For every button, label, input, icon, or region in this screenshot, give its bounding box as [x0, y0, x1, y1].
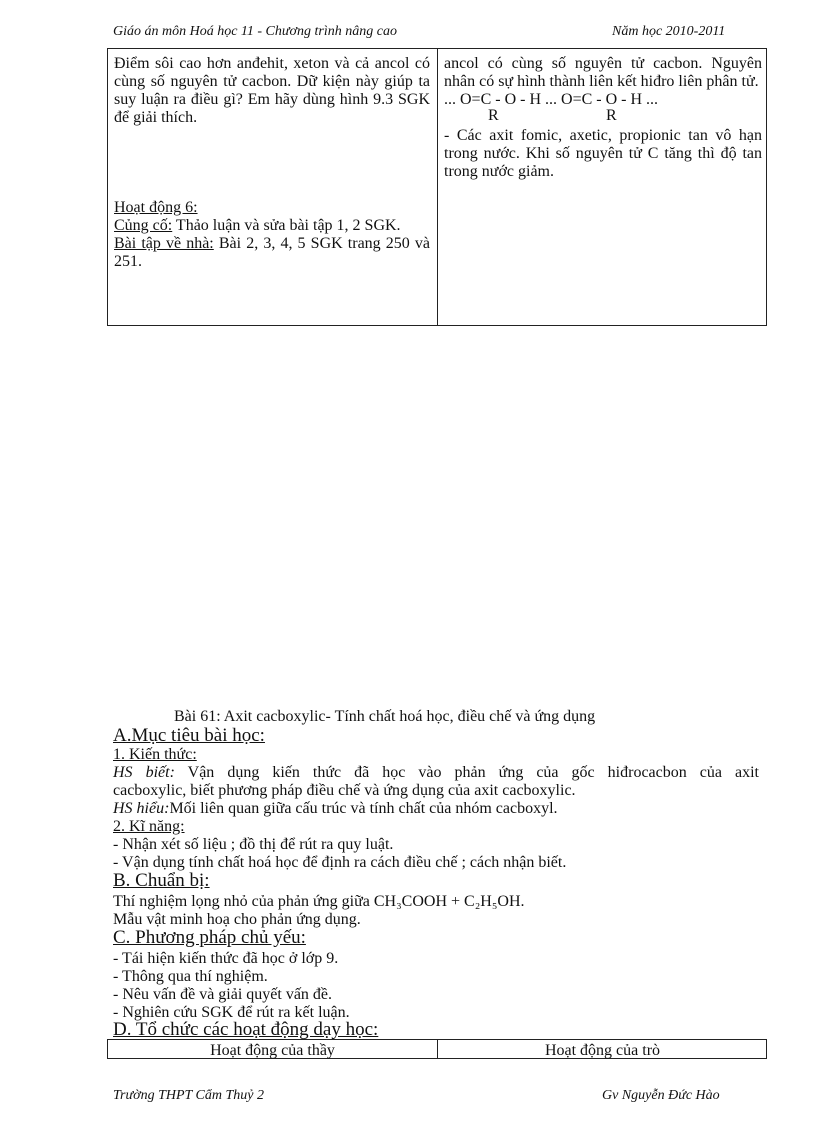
activity-6-label: Hoạt động 6:: [114, 199, 198, 216]
hs-biet-line: [113, 764, 759, 782]
hs-biet-text-1: Vận dụng kiến thức đã học vào phản ứng của gốc hiđrocacbon của axit: [174, 764, 760, 781]
hs-hieu-line: [113, 800, 558, 818]
hydrogen-bond-formula: [444, 91, 762, 127]
method-item-4: - Nghiên cứu SGK để rút ra kết luận.: [113, 1004, 350, 1021]
top-table: [107, 48, 767, 326]
solubility-paragraph: - Các axit fomic, axetic, propionic tan vô hạn trong nước. Khi số nguyên tử C tăng thì độ tan trong nước giảm.: [444, 127, 762, 180]
consolidation-label: Củng cố:: [114, 217, 173, 234]
method-item-3: - Nêu vấn đề và giải quyết vấn đề.: [113, 986, 333, 1003]
table-column-divider: [437, 49, 438, 325]
hs-hieu-label: HS hiểu:: [113, 800, 170, 817]
student-activity-header: Hoạt động của trò: [544, 1042, 661, 1059]
method-item-2: - Thông qua thí nghiệm.: [113, 968, 268, 985]
footer-left: Trường THPT Cẩm Thuỷ 2: [113, 1088, 264, 1103]
header-right: Năm học 2010-2011: [612, 24, 726, 39]
left-cell: [114, 55, 430, 271]
section-d-heading: D. Tổ chức các hoạt động dạy học:: [113, 1019, 379, 1040]
footer-right: Gv Nguyễn Đức Hào: [602, 1088, 720, 1103]
homework-line: [114, 235, 430, 271]
hs-hieu-text: Mối liên quan giữa cấu trúc và tính chất của nhóm cacboxyl.: [169, 800, 558, 817]
prep-item-2: Mẫu vật minh hoạ cho phản ứng dụng.: [113, 911, 361, 928]
prep-item-1: Thí nghiệm lọng nhỏ của phản ứng giữa CH₃COOH + C₂H₅OH.: [113, 893, 525, 910]
consolidation-text: Thảo luận và sửa bài tập 1, 2 SGK.: [172, 217, 401, 234]
homework-text: Bài 2, 3, 4, 5 SGK trang 250 và 251.: [114, 235, 431, 270]
header-left: Giáo án môn Hoá học 11 - Chương trình nâng cao: [113, 24, 397, 39]
method-item-1: - Tái hiện kiến thức đã học ở lớp 9.: [113, 950, 339, 967]
right-paragraph: ancol có cùng số nguyên tử cacbon. Nguyên nhân có sự hình thành liên kết hiđro liên phân tử.: [444, 55, 762, 90]
formula-r-2: R: [606, 107, 617, 124]
homework-label: Bài tập về nhà:: [114, 235, 214, 252]
skill-item-2: - Vận dụng tính chất hoá học để định ra cách điều chế ; cách nhận biết.: [113, 854, 567, 871]
hs-biet-text-2: cacboxylic, biết phương pháp điều chế và ứng dụng của axit cacboxylic.: [113, 782, 576, 799]
formula-r-1: R: [488, 107, 499, 124]
right-cell: [444, 55, 762, 181]
knowledge-heading: 1. Kiến thức:: [113, 746, 197, 763]
section-a-heading: A.Mục tiêu bài học:: [113, 725, 265, 746]
activity-table-header: [107, 1039, 767, 1059]
section-c-heading: C. Phương pháp chủ yếu:: [113, 927, 306, 948]
skills-heading: 2. Kĩ năng:: [113, 818, 185, 835]
lesson-title: Bài 61: Axit cacboxylic- Tính chất hoá học, điều chế và ứng dụng: [174, 708, 596, 725]
teacher-activity-header: Hoạt động của thầy: [210, 1042, 335, 1059]
hs-biet-label: HS biết:: [113, 764, 175, 781]
formula-line: ... O=C - O - H ... O=C - O - H ...: [444, 91, 659, 108]
skill-item-1: - Nhận xét số liệu ; đồ thị để rút ra quy luật.: [113, 836, 394, 853]
left-paragraph: Điểm sôi cao hơn anđehit, xeton và cả ancol có cùng số nguyên tử cacbon. Dữ kiện này giúp ta suy luận ra điều gì? Em hãy dùng hình 9.3 SGK để giải thích.: [114, 55, 430, 126]
consolidation-line: [114, 217, 430, 235]
section-b-heading: B. Chuẩn bị:: [113, 870, 210, 891]
